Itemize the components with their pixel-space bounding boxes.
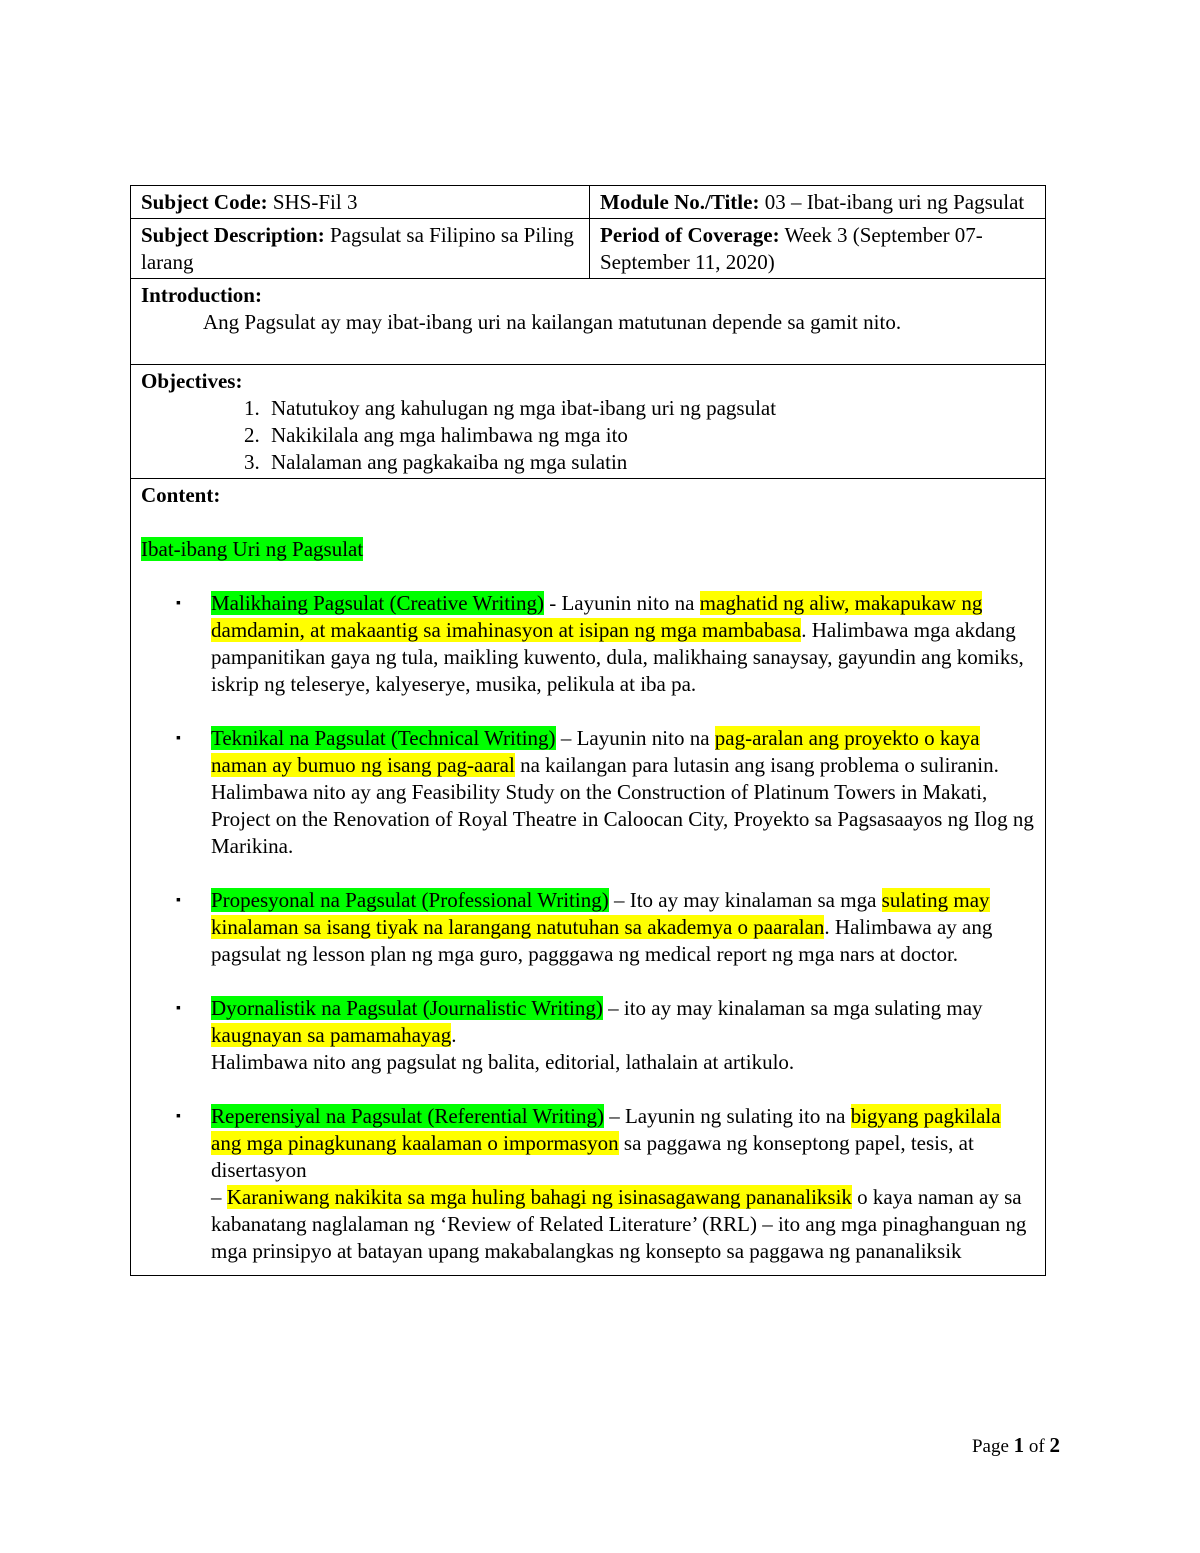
objectives-row (131, 365, 1046, 479)
introduction-label: Introduction: (141, 283, 262, 307)
list-item (176, 1103, 1035, 1265)
square-bullet-icon: ▪ (176, 731, 181, 746)
content-heading: Ibat-ibang Uri ng Pagsulat (141, 537, 364, 561)
writing-type-text: . Halimbawa ay ang pagsulat ng lesson plan ng mga guro, pagggawa ng medical report ng mga nars at doctor. (211, 915, 993, 966)
square-bullet-icon: ▪ (176, 1001, 181, 1016)
writing-type-text: o kaya naman ay sa kabanatang naglalaman ng ‘Review of Related Literature’ (RRL) – ito ang mga pinaghanguan ng mga prinsipyo at batayan upang makabalangkas ng konsepto sa paggawa ng pananaliksik (211, 1185, 1027, 1263)
writing-type-text: . Halimbawa mga akdang pampanitikan gaya ng tula, maikling kuwento, dula, malikhaing sanaysay, gayundin ang komiks, iskrip ng teleserye, kalyeserye, musika, pelikula at iba pa. (211, 618, 1024, 696)
writing-type-text: – (211, 1185, 227, 1209)
header-row-1 (131, 186, 1046, 219)
writing-type-text: – ito ay may kinalaman sa mga sulating may (602, 996, 983, 1020)
writing-type-highlight: kaugnayan sa pamamahayag (211, 1023, 452, 1047)
writing-type-text: sa paggawa ng konseptong papel, tesis, at disertasyon (211, 1131, 974, 1182)
subject-code-cell (131, 186, 590, 219)
module-value: 03 – Ibat-ibang uri ng Pagsulat (759, 190, 1025, 214)
total-pages: 2 (1049, 1433, 1060, 1457)
writing-type-highlight: maghatid ng aliw, makapukaw ng damdamin, at makaantig sa imahinasyon at isipan ng mga mambabasa (211, 591, 983, 642)
objective-item: 2. Nakikilala ang mga halimbawa ng mga ito (265, 422, 1035, 449)
writing-type-title: Dyornalistik na Pagsulat (Journalistic Writing) (211, 996, 603, 1020)
subject-code-label: Subject Code: (141, 190, 268, 214)
writing-type-text: . (451, 1023, 457, 1047)
description-value: Pagsulat sa Filipino sa Piling larang (141, 223, 574, 274)
objective-item: 1. Natutukoy ang kahulugan ng mga ibat-ibang uri ng pagsulat (265, 395, 1035, 422)
square-bullet-icon: ▪ (176, 893, 181, 908)
subject-description-cell (131, 219, 590, 279)
current-page: 1 (1013, 1433, 1025, 1457)
square-bullet-icon: ▪ (176, 1109, 181, 1124)
content-cell (131, 479, 1046, 1276)
writing-type-text: – Layunin nito na (555, 726, 715, 750)
description-label: Subject Description: (141, 223, 325, 247)
writing-type-text: na kailangan para lutasin ang isang problema o suliranin. (514, 753, 999, 777)
module-title-cell (590, 186, 1046, 219)
writing-type-text: – Layunin ng sulating ito na (603, 1104, 851, 1128)
writing-type-highlight: pag-aralan ang proyekto o kaya naman ay bumuo ng isang pag-aaral (211, 726, 980, 777)
header-row-2 (131, 219, 1046, 279)
list-item (176, 887, 1035, 968)
writing-types-list (141, 590, 1035, 1265)
writing-type-title: Malikhaing Pagsulat (Creative Writing) (211, 591, 544, 615)
writing-type-title: Propesyonal na Pagsulat (Professional Writing) (211, 888, 609, 912)
square-bullet-icon: ▪ (176, 596, 181, 611)
module-info-table (130, 185, 1046, 1276)
period-cell (590, 219, 1046, 279)
introduction-text: Ang Pagsulat ay may ibat-ibang uri na kailangan matutunan depende sa gamit nito. (203, 310, 902, 334)
introduction-cell (131, 279, 1046, 365)
content-label: Content: (141, 483, 221, 507)
list-item (176, 590, 1035, 698)
writing-type-text: – Ito ay may kinalaman sa mga (608, 888, 882, 912)
of-word: of (1024, 1436, 1050, 1457)
objective-item: 3. Nalalaman ang pagkakaiba ng mga sulatin (265, 449, 1035, 476)
list-item (176, 995, 1035, 1076)
writing-type-highlight: sulating may kinalaman sa isang tiyak na larangang natutuhan sa akademya o paaralan (211, 888, 990, 939)
writing-type-title: Reperensiyal na Pagsulat (Referential Writing) (211, 1104, 604, 1128)
period-value: Week 3 (September 07-September 11, 2020) (600, 223, 983, 274)
subject-code-value: SHS-Fil 3 (267, 190, 358, 214)
writing-type-example: Halimbawa nito ang pagsulat ng balita, editorial, lathalain at artikulo. (211, 1050, 795, 1074)
objectives-list (141, 395, 1035, 476)
page-word: Page (971, 1436, 1014, 1457)
module-label: Module No./Title: (600, 190, 760, 214)
objectives-label: Objectives: (141, 369, 243, 393)
objectives-cell (131, 365, 1046, 479)
writing-type-highlight: bigyang pagkilala ang mga pinagkunang kaalaman o impormasyon (211, 1104, 1001, 1155)
writing-type-title: Teknikal na Pagsulat (Technical Writing) (211, 726, 556, 750)
writing-type-highlight: Karaniwang nakikita sa mga huling bahagi ng isinasagawang pananaliksik (226, 1185, 852, 1209)
writing-type-example: Halimbawa nito ay ang Feasibility Study on the Construction of Platinum Towers in Makati, Project on the Renovation of Royal Theatre in Caloocan City, Proyekto sa Pagsasaayos ng Ilog ng Marikina. (211, 780, 1034, 858)
introduction-row (131, 279, 1046, 365)
period-label: Period of Coverage: (600, 223, 780, 247)
list-item (176, 725, 1035, 860)
content-row (131, 479, 1046, 1276)
page-number (972, 1433, 1060, 1458)
writing-type-text: - Layunin nito na (543, 591, 700, 615)
